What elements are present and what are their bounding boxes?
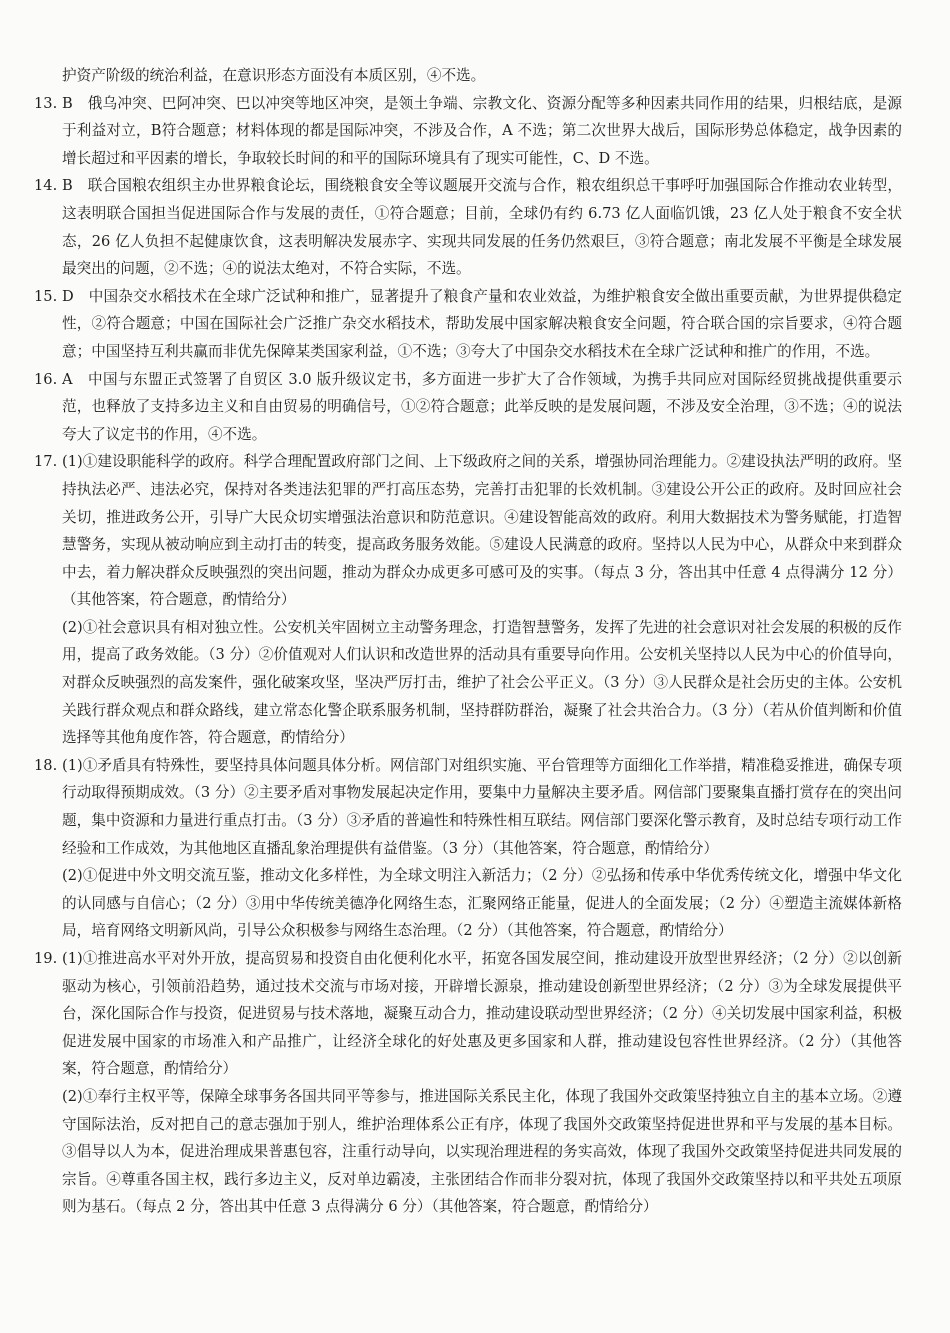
answer-14 [34, 172, 902, 282]
answer-text-part-2: (2)①奉行主权平等，保障全球事务各国共同平等参与，推进国际关系民主化，体现了我国外交政策坚持独立自主的基本立场。②遵守国际法治，反对把自己的意志强加于别人，维护治理体系公正有序，体现了我国外交政策坚持促进世界和平与发展的基本目标。③倡导以人为本，促进治理成果普惠包容，注重行动导向，以实现治理进程的务实高效，体现了我国外交政策坚持促进共同发展的宗旨。④尊重各国主权，践行多边主义，反对单边霸凌，主张团结合作而非分裂对抗，体现了我国外交政策坚持以和平共处五项原则为基石。（每点 2 分，答出其中任意 3 点得满分 6 分）（其他答案，符合题意，酌情给分） [62, 1087, 902, 1216]
answer-17 [34, 448, 902, 752]
lead-paragraph: 护资产阶级的统治利益，在意识形态方面没有本质区别，④不选。 [62, 67, 486, 84]
question-number: 14. [34, 177, 58, 195]
answer-text-part-1: (1)①矛盾具有特殊性，要坚持具体问题具体分析。网信部门对组织实施、平台管理等方面细化工作举措，精准稳妥推进，确保专项行动取得预期成效。（3 分）②主要矛盾对事物发展起决定作用，要集中力量解决主要矛盾。网信部门要聚集直播打赏存在的突出问题，集中资源和力量进行重点打击。（3 分）③矛盾的普遍性和特殊性相互联结。网信部门要深化警示教育，及时总结专项行动工作经验和工作成效，为其他地区直播乱象治理提供有益借鉴。（3 分）（其他答案，符合题意，酌情给分） [62, 756, 902, 857]
answer-text: B 俄乌冲突、巴阿冲突、巴以冲突等地区冲突，是领土争端、宗教文化、资源分配等多种因素共同作用的结果，归根结底，是源于利益对立，B符合题意；材料体现的都是国际冲突，不涉及合作，A 不选；第二次世界大战后，国际形势总体稳定，战争因素的增长超过和平因素的增长，争取较长时间的和平的国际环境具有了现实可能性，C、D 不选。 [62, 94, 902, 167]
question-number: 16. [34, 370, 58, 388]
question-number: 13. [34, 94, 58, 112]
answer-text-part-1: (1)①推进高水平对外开放，提高贸易和投资自由化便利化水平，拓宽各国发展空间，推动建设开放型世界经济；（2 分）②以创新驱动为核心，引领前沿趋势，通过技术交流与市场对接，开辟增长源泉，推动建设创新型世界经济；（2 分）③为全球发展提供平台，深化国际合作与投资，促进贸易与技术落地，凝聚互动合力，推动建设联动型世界经济；（2 分）④关切发展中国家利益，积极促进发展中国家的市场准入和产品推广，让经济全球化的好处惠及更多国家和人群，推动建设包容性世界经济。（2 分）（其他答案，符合题意，酌情给分） [62, 950, 902, 1078]
answer-text-part-2: (2)①促进中外文明交流互鉴，推动文化多样性，为全球文明注入新活力；（2 分）②弘扬和传承中华优秀传统文化，增强中华文化的认同感与自信心；（2 分）③用中华传统美德净化网络生态，汇聚网络正能量，促进人的全面发展；（2 分）④塑造主流媒体新格局，培育网络文明新风尚，引导公众积极参与网络生态治理。（2 分）（其他答案，符合题意，酌情给分） [62, 867, 902, 940]
question-number: 18. [34, 756, 58, 774]
answer-text: A 中国与东盟正式签署了自贸区 3.0 版升级议定书，多方面进一步扩大了合作领域，为携手共同应对国际经贸挑战提供重要示范，也释放了支持多边主义和自由贸易的明确信号，①②符合题意；此举反映的是发展问题，不涉及安全治理，③不选；④的说法夸大了议定书的作用，④不选。 [62, 370, 902, 443]
question-number: 15. [34, 287, 58, 305]
answer-15 [34, 283, 902, 366]
answer-19 [34, 945, 902, 1221]
answer-18 [34, 752, 902, 945]
answer-text: D 中国杂交水稻技术在全球广泛试种和推广，显著提升了粮食产量和农业效益，为维护粮食安全做出重要贡献，为世界提供稳定性，②符合题意；中国在国际社会广泛推广杂交水稻技术，帮助发展中国家解决粮食安全问题，符合联合国的宗旨要求，④符合题意；中国坚持互利共赢而非优先保障某类国家利益，①不选；③夸大了中国杂交水稻技术在全球广泛试种和推广的作用，不选。 [62, 287, 902, 360]
answer-13 [34, 90, 902, 173]
question-number: 17. [34, 453, 58, 471]
answer-text: B 联合国粮农组织主办世界粮食论坛，围绕粮食安全等议题展开交流与合作，粮农组织总干事呼吁加强国际合作推动农业转型，这表明联合国担当促进国际合作与发展的责任，①符合题意；目前，全球仍有约 6.73 亿人面临饥饿，23 亿人处于粮食不安全状态，26 亿人负担不起健康饮食，这表明解决发展赤字、实现共同发展的任务仍然艰巨，③符合题意；南北发展不平衡是全球发展最突出的问题，②不选；④的说法太绝对，不符合实际，不选。 [62, 177, 902, 278]
question-number: 19. [34, 950, 58, 967]
answer-text-part-2: (2)①社会意识具有相对独立性。公安机关牢固树立主动警务理念，打造智慧警务，发挥了先进的社会意识对社会发展的积极的反作用，提高了政务效能。（3 分）②价值观对人们认识和改造世界的活动具有重要导向作用。公安机关坚持以人民为中心的价值导向，对群众反映强烈的高发案件，强化破案攻坚，坚决严厉打击，维护了社会公平正义。（3 分）③人民群众是社会历史的主体。公安机关践行群众观点和群众路线，建立常态化警企联系服务机制，坚持群防群治，凝聚了社会共治合力。（3 分）（若从价值判断和价值选择等其他角度作答，符合题意，酌情给分） [62, 618, 902, 747]
answer-text-part-1: (1)①建设职能科学的政府。科学合理配置政府部门之间、上下级政府之间的关系，增强协同治理能力。②建设执法严明的政府。坚持执法必严、违法必究，保持对各类违法犯罪的严打高压态势，完善打击犯罪的长效机制。③建设公开公正的政府。及时回应社会关切，推进政务公开，引导广大民众切实增强法治意识和防范意识。④建设智能高效的政府。利用大数据技术为警务赋能，打造智慧警务，实现从被动响应到主动打击的转变，提高政务服务效能。⑤建设人民满意的政府。坚持以人民为中心，从群众中来到群众中去，着力解决群众反映强烈的突出问题，推动为群众办成更多可感可及的实事。（每点 3 分，答出其中任意 4 点得满分 12 分）（其他答案，符合题意，酌情给分） [62, 453, 902, 609]
answer-16 [34, 366, 902, 449]
